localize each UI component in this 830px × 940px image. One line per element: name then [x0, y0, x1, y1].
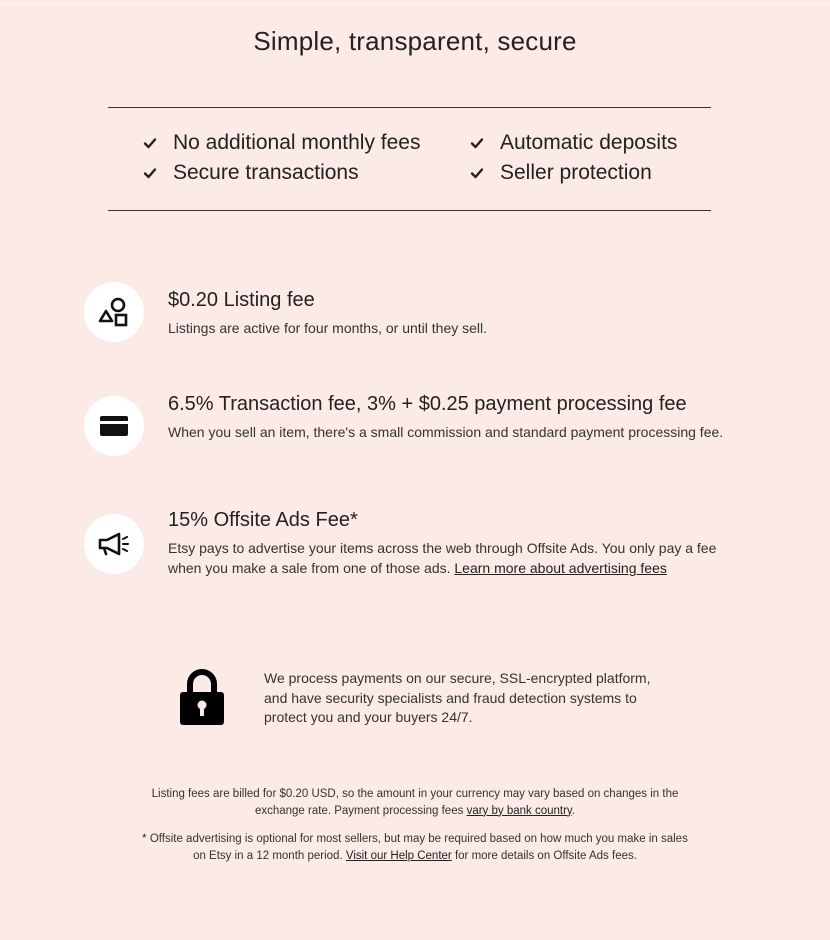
benefit-item — [143, 128, 420, 158]
shapes-icon — [98, 296, 130, 328]
footnote-listing-text: Listing fees are billed for $0.20 USD, so the amount in your currency may vary based on changes in the exchange rate. Payment processing fees — [151, 788, 679, 817]
check-icon — [143, 136, 157, 150]
bank-country-link[interactable]: vary by bank country — [466, 804, 572, 817]
fee-text — [168, 288, 738, 338]
footnote-listing — [140, 786, 690, 819]
fee-title: $0.20 Listing fee — [168, 289, 315, 311]
benefit-item — [470, 128, 677, 158]
fee-description: When you sell an item, there's a small commission and standard payment processing fee. — [168, 424, 724, 440]
fee-icon-circle — [84, 514, 144, 574]
fee-title: 6.5% Transaction fee, 3% + $0.25 payment processing fee — [168, 393, 687, 415]
megaphone-icon — [97, 530, 131, 558]
fee-description: Listings are active for four months, or until they sell. — [168, 320, 488, 336]
benefit-label: No additional monthly fees — [173, 131, 421, 154]
benefit-item — [470, 158, 652, 188]
check-icon — [143, 166, 157, 180]
divider-top — [108, 107, 711, 108]
benefit-label: Seller protection — [500, 161, 652, 184]
check-icon — [470, 136, 484, 150]
security-text: We process payments on our secure, SSL-encrypted platform, and have security specialists and fraud detection systems to protect you and your buyers 24/7. — [264, 670, 651, 725]
fee-description-text: Etsy pays to advertise your items across the web through Offsite Ads. You only pay a fee when you make a sale from one of those ads. — [168, 540, 717, 576]
benefit-item — [143, 158, 359, 188]
help-center-link[interactable]: Visit our Help Center — [345, 849, 452, 862]
top-border — [0, 3, 830, 4]
footnote-listing-end: . — [571, 804, 576, 817]
lock-icon — [178, 668, 226, 726]
benefits-list — [143, 128, 743, 192]
check-icon — [470, 166, 484, 180]
footnote-offsite — [140, 831, 690, 864]
page-title: Simple, transparent, secure — [253, 26, 577, 56]
advertising-fees-link[interactable]: Learn more about advertising fees — [454, 560, 667, 576]
divider-bottom — [108, 210, 711, 211]
fee-description — [168, 538, 738, 578]
benefit-label: Secure transactions — [173, 161, 359, 184]
footnote-offsite-end: for more details on Offsite Ads fees. — [454, 849, 637, 862]
credit-card-icon — [99, 414, 129, 438]
footnote-offsite-text: * Offsite advertising is optional for most sellers, but may be required based on how much you make in sales on Etsy in a 12 month period. — [142, 833, 688, 862]
security-section — [178, 668, 698, 730]
fee-title: 15% Offsite Ads Fee* — [168, 509, 358, 531]
fee-icon-circle — [84, 282, 144, 342]
fee-text — [168, 508, 738, 578]
fee-icon-circle — [84, 396, 144, 456]
fee-text — [168, 392, 738, 442]
benefit-label: Automatic deposits — [500, 131, 678, 154]
